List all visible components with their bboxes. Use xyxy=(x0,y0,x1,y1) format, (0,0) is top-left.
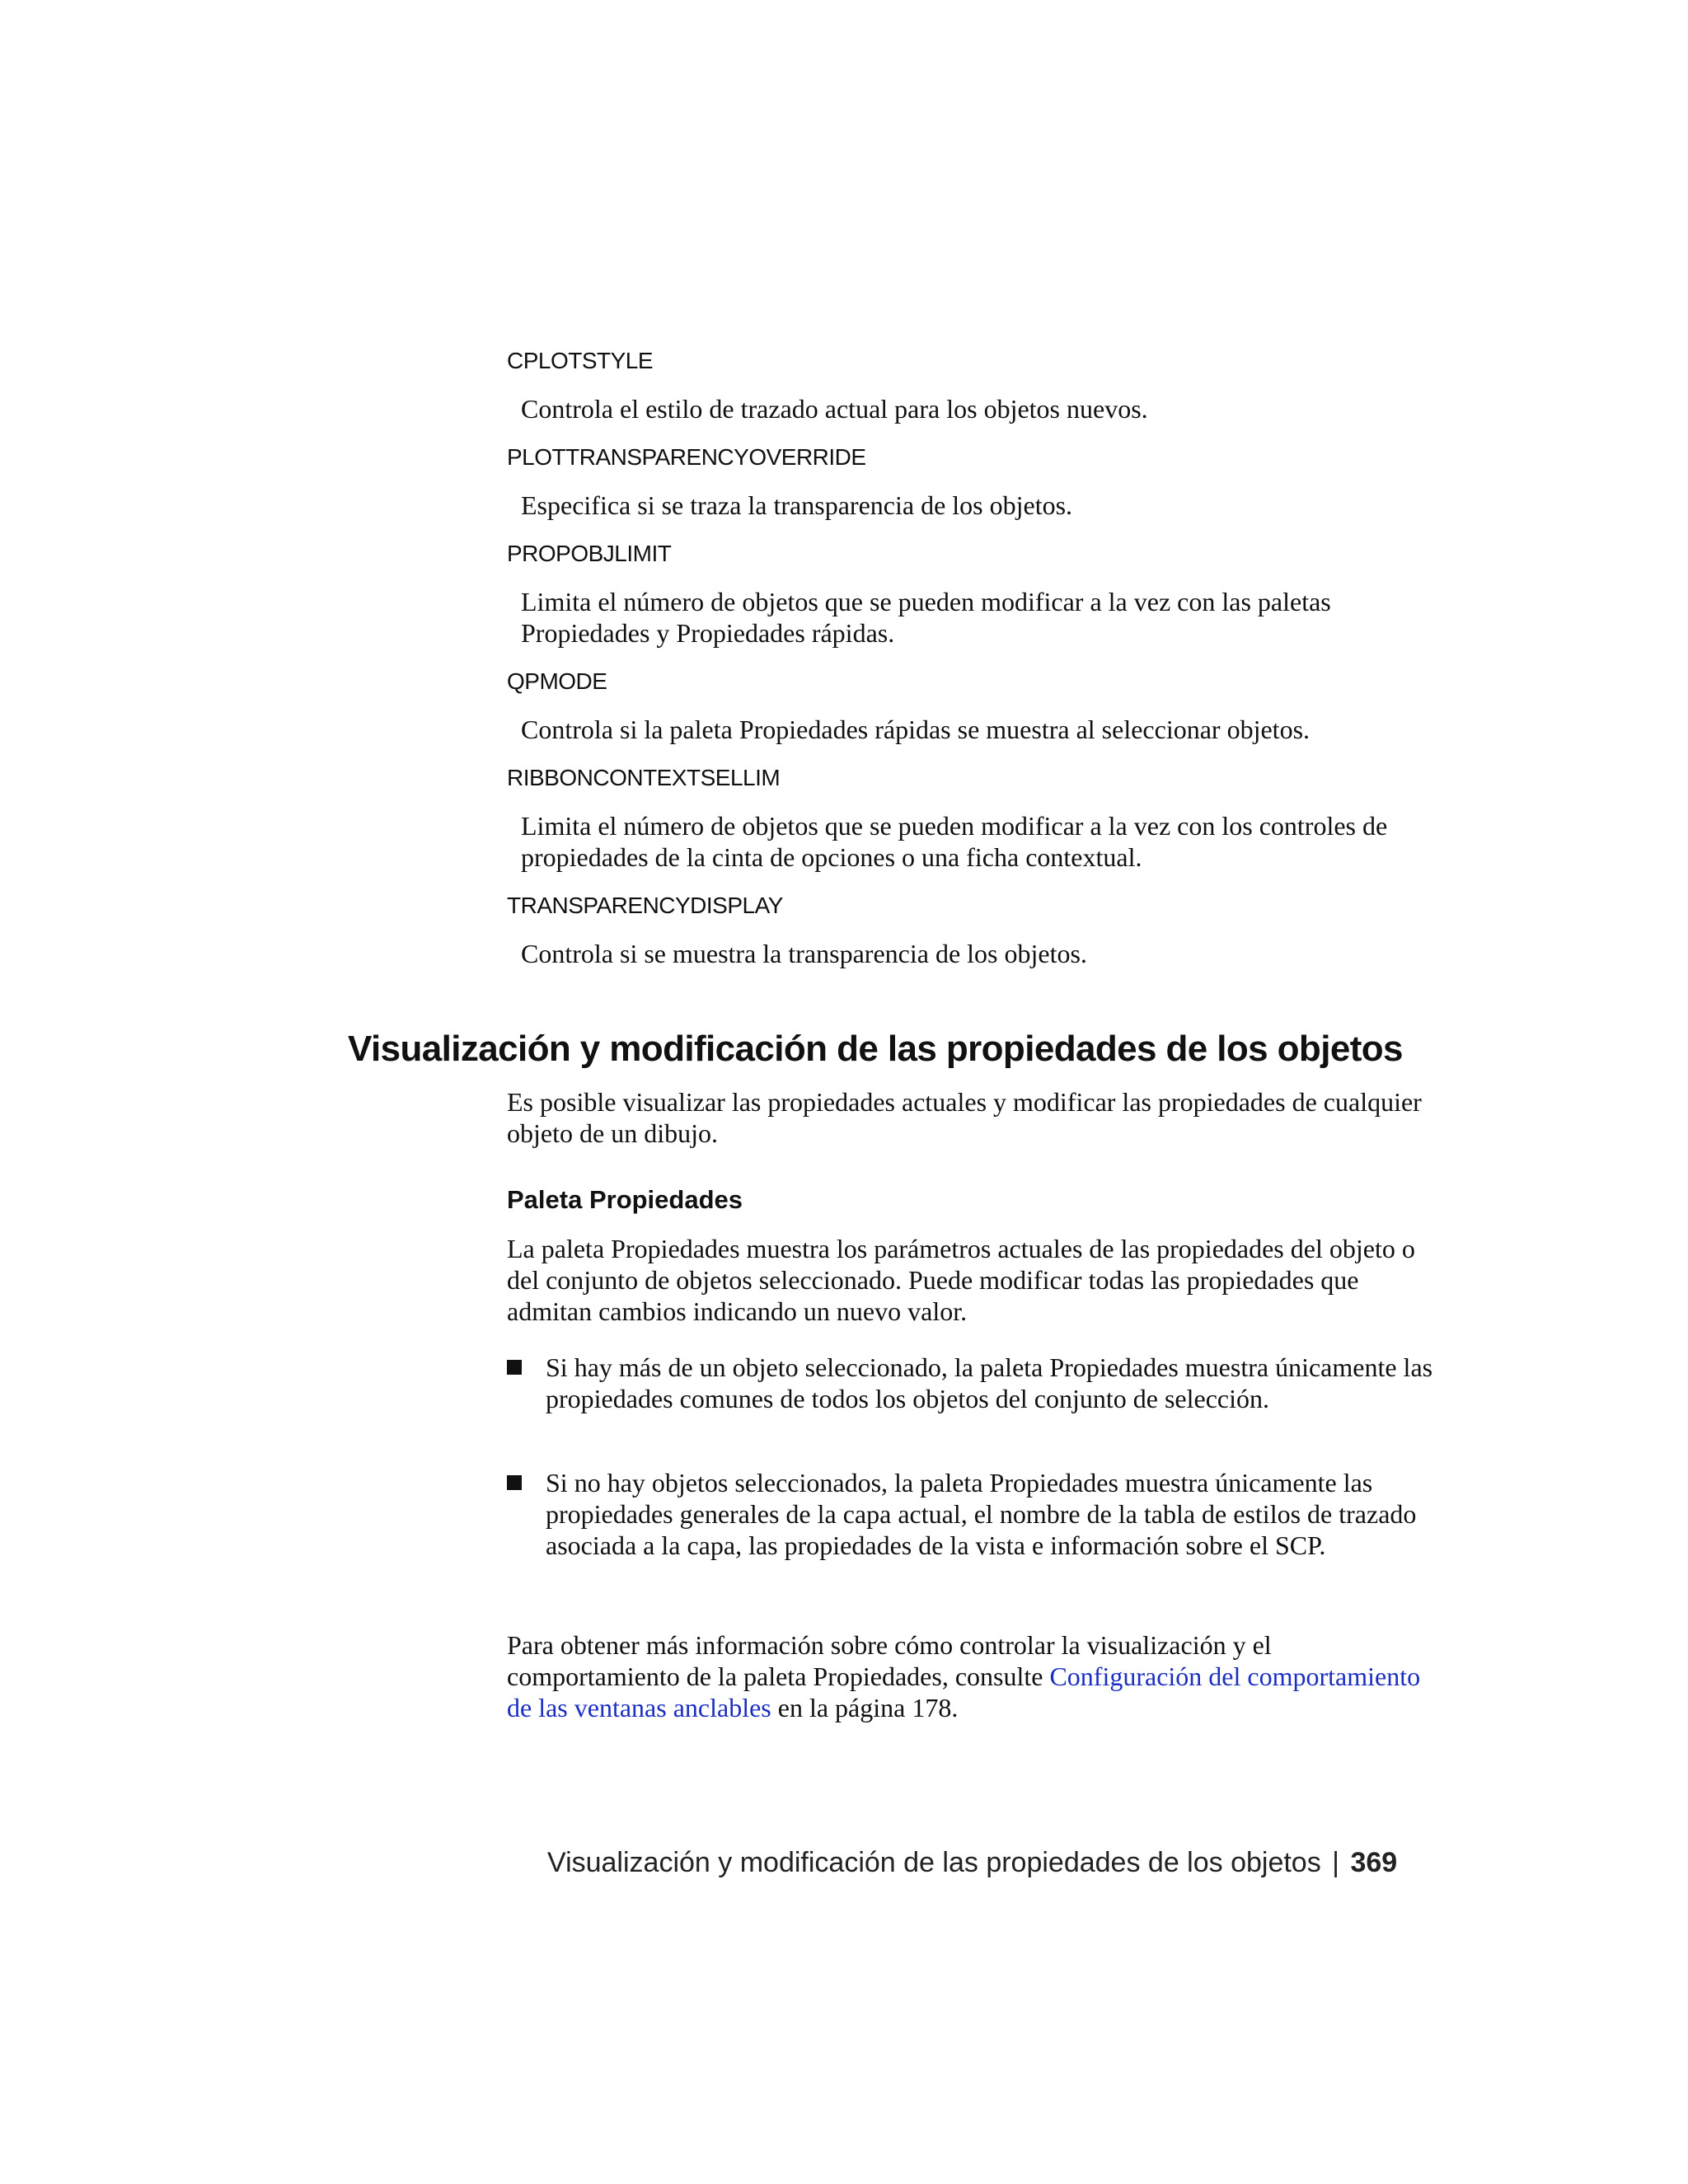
variable-description-transparencydisplay: Controla si se muestra la transparencia de los objetos. xyxy=(521,939,1087,968)
variable-description-plottransparencyoverride: Especifica si se traza la transparencia de los objetos. xyxy=(521,490,1073,520)
variable-name-qpmode: QPMODE xyxy=(507,668,607,694)
variable-name-transparencydisplay: TRANSPARENCYDISPLAY xyxy=(507,893,783,918)
variable-name-plottransparencyoverride: PLOTTRANSPARENCYOVERRIDE xyxy=(507,444,866,470)
bullet-square-icon xyxy=(507,1360,522,1375)
variable-description-propobjlimit: Limita el número de objetos que se pueden modificar a la vez con las paletas Propiedades y Propiedades rápidas. xyxy=(521,587,1331,648)
page-number: 369 xyxy=(1350,1847,1398,1878)
closing-text-before-link: Para obtener más información sobre cómo controlar la visualización y el comportamiento de la paleta Propiedades, consulte xyxy=(507,1630,1272,1691)
subsection-paragraph: La paleta Propiedades muestra los parámetros actuales de las propiedades del objeto o del conjunto de objetos seleccionado. Puede modificar todas las propiedades que admitan cambios indicando un nuevo valor. xyxy=(507,1234,1415,1326)
variable-description-qpmode: Controla si la paleta Propiedades rápidas se muestra al seleccionar objetos. xyxy=(521,715,1311,744)
variable-name-cplotstyle: CPLOTSTYLE xyxy=(507,348,654,373)
footer-title: Visualización y modificación de las propiedades de los objetos xyxy=(547,1847,1321,1878)
section-heading: Visualización y modificación de las propiedades de los objetos xyxy=(348,1029,1403,1069)
variable-description-ribboncontextsellim: Limita el número de objetos que se pueden modificar a la vez con los controles de propiedades de la cinta de opciones o una ficha contextual. xyxy=(521,811,1388,872)
variable-description-cplotstyle: Controla el estilo de trazado actual para los objetos nuevos. xyxy=(521,394,1148,424)
closing-paragraph xyxy=(507,1629,1430,1723)
variable-name-propobjlimit: PROPOBJLIMIT xyxy=(507,541,672,566)
section-intro: Es posible visualizar las propiedades actuales y modificar las propiedades de cualquier objeto de un dibujo. xyxy=(507,1087,1422,1148)
page-footer xyxy=(547,1844,1397,1881)
subsection-heading: Paleta Propiedades xyxy=(507,1185,743,1214)
footer-separator: | xyxy=(1332,1847,1340,1878)
bullet-square-icon xyxy=(507,1475,522,1490)
closing-text-after-link: en la página 178. xyxy=(771,1693,959,1722)
bullet-text: Si no hay objetos seleccionados, la paleta Propiedades muestra únicamente las propiedades generales de la capa actual, el nombre de la tabla de estilos de trazado asociada a la capa, las propiedades de la vista e información sobre el SCP. xyxy=(546,1468,1417,1560)
bullet-text: Si hay más de un objeto seleccionado, la paleta Propiedades muestra únicamente las propiedades comunes de todos los objetos del conjunto de selección. xyxy=(546,1352,1433,1413)
variable-name-ribboncontextsellim: RIBBONCONTEXTSELLIM xyxy=(507,765,781,790)
cross-reference-link[interactable]: Configuración del comportamiento de las ventanas anclables xyxy=(507,1661,1421,1722)
